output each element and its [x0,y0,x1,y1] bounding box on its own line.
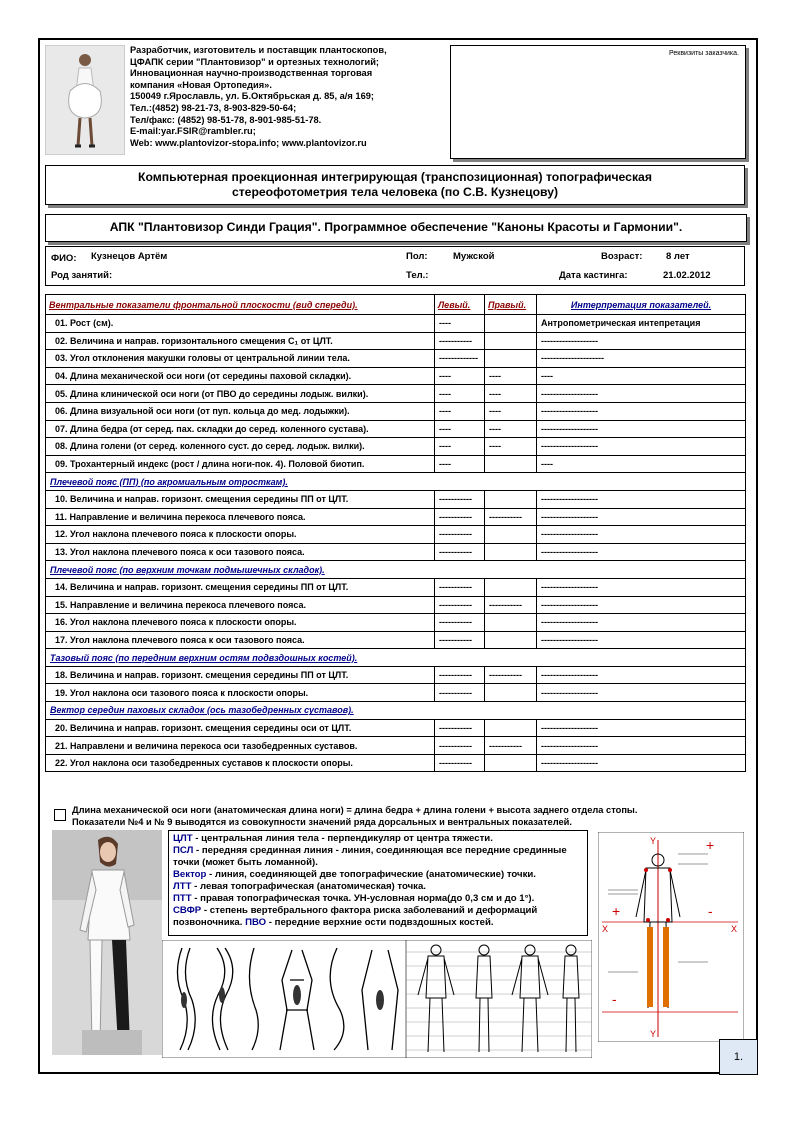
table-row [46,385,746,403]
body-grid-figures [406,940,592,1058]
row-name: 04. Длина механической оси ноги (от середины паховой складки). [46,367,435,385]
table-row [46,350,746,368]
row-name: 22. Угол наклона оси тазобедренных суставов к плоскости опоры. [46,754,435,772]
interp-value: ------------------- [537,614,746,632]
left-value: ----------- [435,737,485,755]
table-row [46,614,746,632]
requisites-label: Реквизиты заказчика. [669,50,739,57]
table-head-left: Левый. [435,295,485,315]
right-value [485,719,537,737]
table-head-interp: Интерпретация показателей. [537,295,746,315]
left-value: ----------- [435,631,485,649]
table-row [46,508,746,526]
contact-line: 150049 г.Ярославль, ул. Б.Октябрьская д. 85, а/я 169; [130,91,375,102]
interp-value: ------------------- [537,385,746,403]
table-row [46,596,746,614]
right-value [485,526,537,544]
coordinate-diagram [598,832,744,1042]
left-value: ----------- [435,543,485,561]
section-row [46,473,746,491]
interp-value: ------------------- [537,420,746,438]
row-name: 02. Величина и направ. горизонтального смещения С₁ от ЦЛТ. [46,332,435,350]
right-value [485,614,537,632]
right-value: ---- [485,367,537,385]
plus-sign: + [706,837,715,853]
x-axis-label-left: X [602,924,609,934]
software-title: АПК "Плантовизор Синди Грация". Программное обеспечение "Каноны Красоты и Гармонии". [45,214,747,242]
contact-line: Тел.:(4852) 98-21-73, 8-903-829-50-64; [130,102,297,113]
section-title: Вектор середин паховых складок (ось тазобедренных суставов). [46,702,746,720]
fashion-photo [52,830,162,1055]
row-name: 16. Угол наклона плечевого пояса к плоскости опоры. [46,614,435,632]
contact-line: компания «Новая Ортопедия». [130,79,272,90]
row-name: 09. Трохантерный индекс (рост / длина ноги-пок. 4). Половой биотип. [46,455,435,473]
row-name: 03. Угол отклонения макушки головы от центральной линии тела. [46,350,435,368]
legend-key: ПТТ [173,893,192,904]
row-name: 17. Угол наклона плечевого пояса к оси тазового пояса. [46,631,435,649]
table-row [46,526,746,544]
table-row [46,631,746,649]
table-row [46,684,746,702]
date-label: Дата кастинга: [559,270,628,281]
contact-line: Разработчик, изготовитель и поставщик плантоскопов, [130,45,387,55]
table-row [46,420,746,438]
right-value: ---- [485,385,537,403]
legend-desc: - передние верхние ости подвздошных костей. [266,917,494,928]
right-value [485,455,537,473]
left-value: ---- [435,367,485,385]
section-row [46,649,746,667]
interp-value: ------------------- [537,631,746,649]
right-value [485,631,537,649]
interp-value: ------------------- [537,508,746,526]
contact-line: ЦФАПК серии "Плантовизор" и ортезных технологий; [130,56,379,67]
table-row [46,666,746,684]
right-value [485,332,537,350]
right-value: ---- [485,438,537,456]
row-name: 13. Угол наклона плечевого пояса к оси тазового пояса. [46,543,435,561]
title-line: стереофотометрия тела человека (по С.В. Кузнецову) [231,185,559,199]
y-axis-label: Y [650,836,657,846]
left-value: ----------- [435,490,485,508]
left-value: ---- [435,315,485,333]
phone-label: Тел.: [406,270,429,281]
note-line-2: Показатели №4 и № 9 выводятся из совокупности значений ряда дорсальных и вентральных показателей. [72,816,572,827]
interp-value: ------------------- [537,490,746,508]
section-title: Плечевой пояс (ПП) (по акромиальным отросткам). [46,473,746,491]
note [52,805,742,828]
row-name: 08. Длина голени (от серед. коленного суст. до серед. лодыж. вилки). [46,438,435,456]
patient-info [45,246,745,286]
age-label: Возраст: [601,251,643,262]
left-value: ----------- [435,754,485,772]
left-value: ----------- [435,684,485,702]
section-row [46,702,746,720]
plus-sign-left: + [612,903,621,919]
left-value: ----------- [435,578,485,596]
left-value: ----------- [435,596,485,614]
right-value [485,315,537,333]
interp-value: ------------------- [537,719,746,737]
row-name: 20. Величина и направ. горизонт. смещения середины оси от ЦЛТ. [46,719,435,737]
interp-value: ------------------- [537,543,746,561]
right-value [485,754,537,772]
right-value [485,578,537,596]
row-name: 19. Угол наклона оси тазового пояса к плоскости опоры. [46,684,435,702]
legend-desc: - левая топографическая (анатомическая) точка. [191,881,426,892]
document-title [45,165,745,205]
contact-line: Инновационная научно-производственная торговая [130,68,373,79]
table-row [46,490,746,508]
row-name: 14. Величина и направ. горизонт. смещения середины ПП от ЦЛТ. [46,578,435,596]
right-value: ---- [485,402,537,420]
legend-desc: - центральная линия тела - перпендикуляр от центра тяжести. [192,833,493,844]
measurements-table [45,294,746,772]
legend-desc: - линия, соединяющей две топографические (анатомические) точки. [206,869,536,880]
left-value: ----------- [435,508,485,526]
left-value: ------------- [435,350,485,368]
legend-desc: - передняя срединная линия - линия, соединяющая все передние срединные точки (может быть ломанной). [173,845,567,868]
table-row [46,754,746,772]
table-head-title: Вентральные показатели фронтальной плоскости (вид спереди). [46,295,435,315]
page-number: 1. [719,1039,758,1075]
left-value: ---- [435,385,485,403]
right-value [485,684,537,702]
section-title: Тазовый пояс (по передним верхним остям подвздошных костей). [46,649,746,667]
title-line: Компьютерная проекционная интегрирующая (транспозиционная) топографическая [138,170,652,184]
sex-label: Пол: [406,251,428,262]
row-name: 10. Величина и направ. горизонт. смещения середины ПП от ЦЛТ. [46,490,435,508]
fio-value: Кузнецов Артём [91,251,168,262]
row-name: 15. Направление и величина перекоса плечевого пояса. [46,596,435,614]
row-name: 06. Длина визуальной оси ноги (от пуп. кольца до мед. лодыжки). [46,402,435,420]
row-name: 01. Рост (см). [46,315,435,333]
table-row [46,543,746,561]
interp-value: Антропометрическая интепретация [537,315,746,333]
contact-line: Тел/факс: (4852) 98-51-78, 8-901-985-51-78. [130,114,322,125]
row-name: 11. Направление и величина перекоса плечевого пояса. [46,508,435,526]
right-value [485,350,537,368]
legend-key: ПСЛ [173,845,194,856]
table-row [46,367,746,385]
table-head-right: Правый. [485,295,537,315]
row-name: 21. Направлени и величина перекоса оси тазобедренных суставов. [46,737,435,755]
table-row [46,315,746,333]
interp-value: ------------------- [537,596,746,614]
interp-value: ---- [537,367,746,385]
interp-value: ------------------- [537,402,746,420]
legend [168,830,588,936]
customer-requisites-box [450,45,746,159]
date-value: 21.02.2012 [663,270,711,281]
interp-value: ------------------- [537,332,746,350]
left-value: ---- [435,420,485,438]
interp-value: ------------------- [537,666,746,684]
legend-key: СВФР [173,905,202,916]
left-value: ----------- [435,666,485,684]
table-row [46,578,746,596]
note-line-1: Длина механической оси ноги (анатомическая длина ноги) = длина бедра + длина голени + высота заднего отдела стопы. [72,805,638,815]
sex-value: Мужской [453,251,495,262]
contact-line: E-mail:yar.FSIR@rambler.ru; [130,126,256,137]
interp-value: ------------------- [537,438,746,456]
y-axis-label-bottom: Y [650,1029,657,1039]
table-row [46,737,746,755]
interp-value: ------------------- [537,737,746,755]
model-photo [45,45,125,155]
contact-line: Web: www.plantovizor-stopa.info; www.plantovizor.ru [130,137,367,148]
fio-label: ФИО: [51,253,77,264]
right-value: ----------- [485,596,537,614]
right-value: ----------- [485,666,537,684]
minus-sign-left: - [612,991,617,1007]
left-value: ----------- [435,332,485,350]
row-name: 05. Длина клинической оси ноги (от ПВО до середины лодыж. вилки). [46,385,435,403]
legend-key: ЦЛТ [173,833,193,844]
legend-desc: - правая топографическая точка. УН-условная норма(до 0,3 см и до 1°). [191,893,535,904]
legend-desc: - степень вертебрального фактора риска заболеваний и деформаций позвоночника. [173,905,538,928]
x-axis-label-right: X [731,924,738,934]
legend-key: Вектор [173,869,207,880]
interp-value: --------------------- [537,350,746,368]
left-value: ---- [435,438,485,456]
interp-value: ------------------- [537,526,746,544]
interp-value: ---- [537,455,746,473]
left-value: ----------- [435,526,485,544]
row-name: 07. Длина бедра (от серед. пах. складки до серед. коленного сустава). [46,420,435,438]
row-name: 18. Величина и направ. горизонт. смещения середины ПП от ЦЛТ. [46,666,435,684]
interp-value: ------------------- [537,684,746,702]
table-row [46,402,746,420]
table-row [46,438,746,456]
left-value: ---- [435,455,485,473]
table-row [46,332,746,350]
minus-sign-right: - [708,903,713,919]
table-row [46,455,746,473]
section-title: Плечевой пояс (по верхним точкам подмышечных складок). [46,561,746,579]
age-value: 8 лет [666,251,690,262]
left-value: ----------- [435,719,485,737]
legend-key: ПВО [245,917,267,928]
right-value: ---- [485,420,537,438]
right-value: ----------- [485,508,537,526]
legend-key: ЛТТ [173,881,192,892]
interp-value: ------------------- [537,754,746,772]
row-name: 12. Угол наклона плечевого пояса к плоскости опоры. [46,526,435,544]
right-value [485,490,537,508]
right-value [485,543,537,561]
posture-sketches [162,940,406,1058]
developer-contacts [130,45,445,157]
section-row [46,561,746,579]
left-value: ---- [435,402,485,420]
right-value: ----------- [485,737,537,755]
left-value: ----------- [435,614,485,632]
occupation-label: Род занятий: [51,270,113,281]
table-row [46,719,746,737]
interp-value: ------------------- [537,578,746,596]
